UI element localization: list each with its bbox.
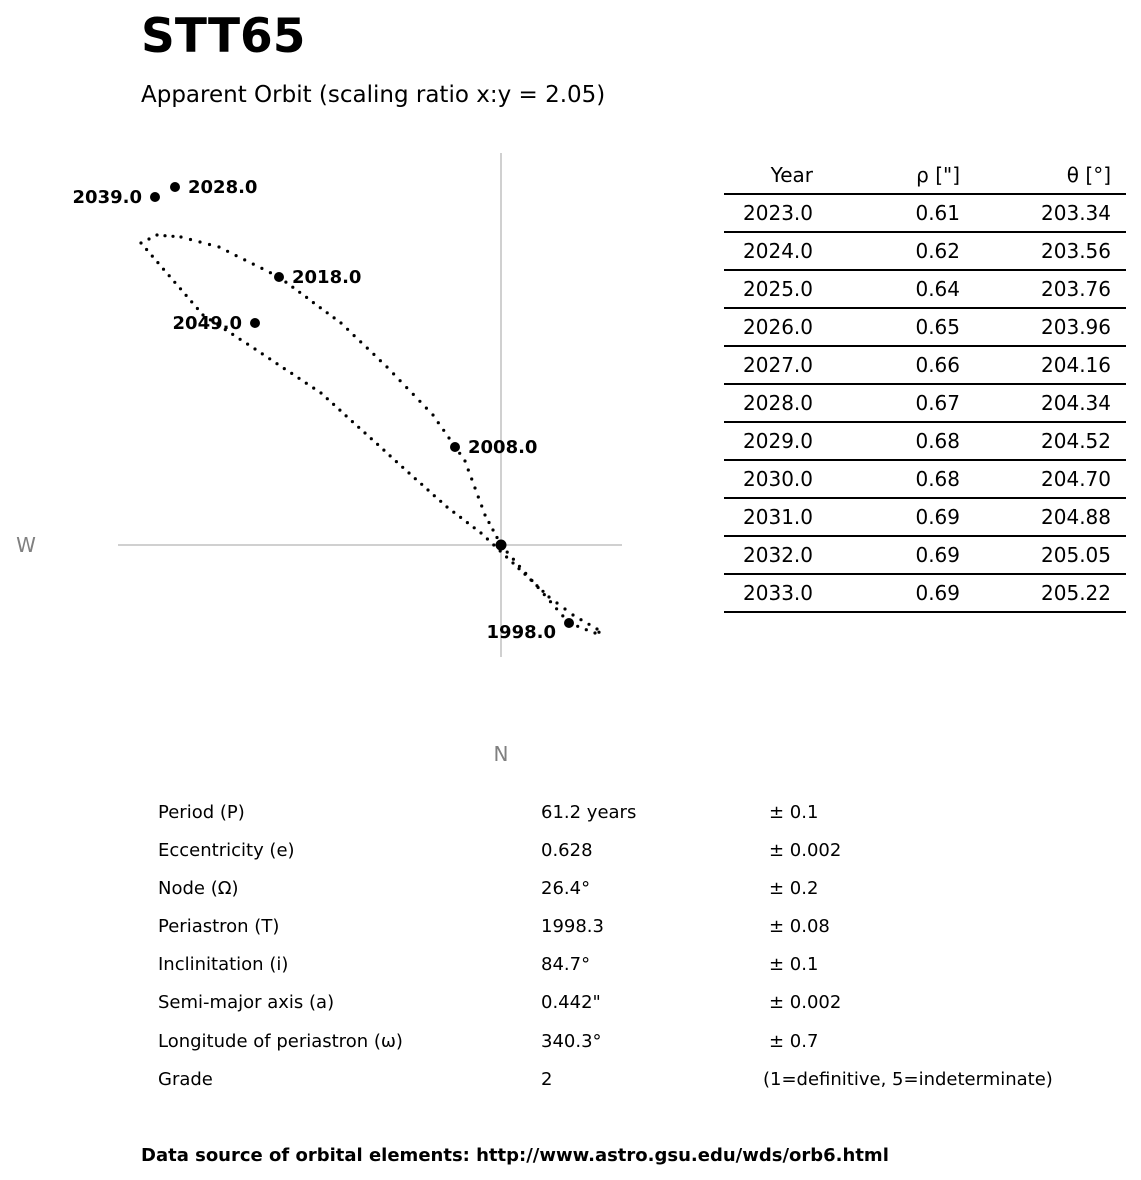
orbit-dot [452, 511, 455, 514]
element-name: Semi-major axis (a) [158, 992, 335, 1014]
orbit-dot [346, 328, 349, 331]
orbit-dot [595, 627, 598, 630]
cell-pad [1111, 270, 1126, 308]
ephemeris-row [724, 460, 1126, 498]
cell-pad [1111, 460, 1126, 498]
orbit-dot [483, 513, 486, 516]
cell-rho: 0.69 [813, 574, 960, 612]
orbit-dot [235, 254, 238, 257]
epoch-label-2049.0: 2049.0 [172, 313, 242, 334]
epoch-label-2018.0: 2018.0 [292, 267, 362, 288]
epoch-label-2008.0: 2008.0 [468, 437, 538, 458]
orbit-dot [473, 486, 476, 489]
orbit-dot [579, 618, 582, 621]
orbit-dot [561, 614, 564, 617]
epoch-marker-2049.0 [250, 318, 260, 328]
orbit-dot [261, 352, 264, 355]
orbit-dot [512, 558, 515, 561]
orbit-dot [426, 488, 429, 491]
cell-year: 2025.0 [724, 270, 813, 308]
orbit-dot [363, 431, 366, 434]
orbit-dot [597, 631, 600, 634]
cell-rho: 0.68 [813, 460, 960, 498]
orbit-dot [420, 483, 423, 486]
element-error: ± 0.002 [769, 840, 842, 862]
chart-subtitle: Apparent Orbit (scaling ratio x:y = 2.05) [141, 82, 606, 108]
orbit-dot [268, 357, 271, 360]
orbit-dot [491, 528, 494, 531]
orbit-dot [511, 561, 514, 564]
orbit-dot [555, 601, 558, 604]
element-error: ± 0.2 [769, 878, 819, 900]
element-name: Periastron (T) [158, 916, 280, 938]
col-pad [1111, 157, 1126, 194]
element-error: ± 0.7 [769, 1030, 819, 1052]
element-value: 0.442" [541, 992, 601, 1014]
orbit-dot [543, 593, 546, 596]
ephemeris-row [724, 422, 1126, 460]
orbit-dot [467, 468, 470, 471]
orbit-dot [399, 379, 402, 382]
epoch-marker-2028.0 [170, 182, 180, 192]
ephemeris-header-row [724, 157, 1126, 194]
ephemeris-row [724, 308, 1126, 346]
orbit-dot [185, 294, 188, 297]
orbit-dot [463, 459, 466, 462]
element-error: ± 0.1 [769, 802, 819, 823]
orbit-dot [401, 466, 404, 469]
epoch-marker-2008.0 [450, 442, 460, 452]
orbit-dot [319, 391, 322, 394]
orbit-dot [217, 245, 220, 248]
orbit-dot [480, 504, 483, 507]
primary-star-marker [496, 540, 507, 551]
orbit-dot [486, 537, 489, 540]
data-source-footer: Data source of orbital elements: http://www.astro.gsu.edu/wds/orb6.html [141, 1145, 889, 1166]
epoch-markers [73, 177, 574, 643]
element-value: 340.3° [541, 1030, 602, 1052]
cell-year: 2026.0 [724, 308, 813, 346]
orbit-dot [447, 436, 450, 439]
element-name: Eccentricity (e) [158, 840, 295, 862]
cell-theta: 203.76 [960, 270, 1111, 308]
col-rho-header: ρ ["] [813, 157, 960, 194]
cell-rho: 0.61 [813, 194, 960, 232]
orbit-dot [147, 237, 150, 240]
orbit-dot [505, 555, 508, 558]
orbit-dot [198, 240, 201, 243]
orbit-dot [479, 531, 482, 534]
orbit-dot [593, 631, 596, 634]
orbit-dot [243, 258, 246, 261]
orbit-dot [297, 377, 300, 380]
orbit-dot [298, 291, 301, 294]
element-name: Period (P) [158, 802, 245, 823]
cell-theta: 205.05 [960, 536, 1111, 574]
orbit-dot [173, 281, 176, 284]
element-value: 2 [541, 1068, 553, 1090]
element-value: 26.4° [541, 878, 591, 900]
cell-rho: 0.68 [813, 422, 960, 460]
element-error: ± 0.1 [769, 954, 819, 976]
orbit-dot [339, 321, 342, 324]
ephemeris-row [724, 498, 1126, 536]
orbit-dot [338, 409, 341, 412]
orbit-dot [179, 287, 182, 290]
epoch-label-1998.0: 1998.0 [486, 622, 556, 643]
cell-rho: 0.67 [813, 384, 960, 422]
orbit-dot [366, 347, 369, 350]
epoch-marker-2039.0 [150, 192, 160, 202]
cell-pad [1111, 308, 1126, 346]
west-axis-label: W [16, 533, 36, 557]
chart-title: STT65 [141, 9, 306, 64]
orbit-dot [524, 572, 527, 575]
orbit-dot [351, 420, 354, 423]
orbit-dot [585, 628, 588, 631]
orbit-dot [458, 452, 461, 455]
orbit-dot [359, 340, 362, 343]
cell-theta: 203.56 [960, 232, 1111, 270]
orbit-dot [239, 338, 242, 341]
ephemeris-row [724, 346, 1126, 384]
ephemeris-row [724, 384, 1126, 422]
cell-rho: 0.62 [813, 232, 960, 270]
cell-pad [1111, 232, 1126, 270]
cell-pad [1111, 574, 1126, 612]
orbit-dot [376, 443, 379, 446]
orbit-dot [379, 359, 382, 362]
col-year-header: Year [724, 157, 813, 194]
orbit-path [139, 233, 600, 634]
orbit-dot [473, 526, 476, 529]
cell-year: 2023.0 [724, 194, 813, 232]
orbit-dot [226, 250, 229, 253]
orbit-dot [305, 382, 308, 385]
orbit-dot [487, 521, 490, 524]
orbit-dot [431, 413, 434, 416]
orbit-dot [470, 477, 473, 480]
orbit-dot [260, 267, 263, 270]
orbit-dot [326, 311, 329, 314]
orbit-dot [319, 306, 322, 309]
orbit-dot [283, 367, 286, 370]
orbit-dot [171, 235, 174, 238]
orbit-dot [466, 521, 469, 524]
orbit-dot [418, 400, 421, 403]
cell-theta: 205.22 [960, 574, 1111, 612]
orbit-dot [290, 372, 293, 375]
orbit-dot [275, 362, 278, 365]
orbit-dot [139, 241, 142, 244]
cell-theta: 204.52 [960, 422, 1111, 460]
cell-year: 2030.0 [724, 460, 813, 498]
orbit-dot [395, 460, 398, 463]
cell-rho: 0.66 [813, 346, 960, 384]
orbit-dot [407, 471, 410, 474]
element-name: Node (Ω) [158, 878, 239, 900]
orbit-dot [252, 263, 255, 266]
orbit-dot [196, 307, 199, 310]
orbit-dot [357, 426, 360, 429]
epoch-marker-2018.0 [274, 272, 284, 282]
cell-theta: 203.34 [960, 194, 1111, 232]
north-axis-label: N [493, 742, 509, 766]
orbit-dot [179, 235, 182, 238]
orbit-dot [571, 613, 574, 616]
orbit-dot [382, 449, 385, 452]
ephemeris-row [724, 574, 1126, 612]
cell-pad [1111, 384, 1126, 422]
orbit-dot [437, 421, 440, 424]
orbit-dot [459, 516, 462, 519]
ephemeris-row [724, 232, 1126, 270]
orbit-dot [333, 316, 336, 319]
orbit-dot [370, 437, 373, 440]
orbit-dot [541, 590, 544, 593]
orbit-dot [312, 301, 315, 304]
epoch-label-2039.0: 2039.0 [72, 187, 142, 208]
orbit-dot [189, 238, 192, 241]
element-value: 0.628 [541, 840, 593, 862]
element-value: 84.7° [541, 954, 591, 976]
orbit-dot [555, 607, 558, 610]
cell-pad [1111, 346, 1126, 384]
orbit-dot [312, 387, 315, 390]
ephemeris-row [724, 194, 1126, 232]
orbit-dot [412, 393, 415, 396]
orbit-dot [530, 579, 533, 582]
ephemeris-row [724, 536, 1126, 574]
orbit-dot [549, 600, 552, 603]
epoch-marker-1998.0 [564, 618, 574, 628]
orbit-dot [345, 414, 348, 417]
orbit-dot [433, 494, 436, 497]
epoch-label-2028.0: 2028.0 [188, 177, 258, 198]
orbit-dot [389, 454, 392, 457]
orbit-dot [163, 234, 166, 237]
orbit-dot [495, 536, 498, 539]
orbit-dot [385, 365, 388, 368]
cell-rho: 0.69 [813, 536, 960, 574]
element-value: 1998.3 [541, 916, 604, 938]
orbit-dot [332, 403, 335, 406]
cell-year: 2027.0 [724, 346, 813, 384]
orbit-dot [284, 281, 287, 284]
cell-year: 2031.0 [724, 498, 813, 536]
ephemeris-body [724, 194, 1126, 612]
orbit-dot [492, 543, 495, 546]
orbit-dot [151, 255, 154, 258]
orbit-dot [162, 268, 165, 271]
cell-rho: 0.65 [813, 308, 960, 346]
orbit-dot [190, 300, 193, 303]
cell-year: 2028.0 [724, 384, 813, 422]
orbit-dot [506, 551, 509, 554]
cell-pad [1111, 422, 1126, 460]
orbit-dot [168, 274, 171, 277]
orbit-dot [445, 505, 448, 508]
orbit-dot [477, 495, 480, 498]
orbit-dot [155, 233, 158, 236]
cell-pad [1111, 536, 1126, 574]
ephemeris-row [724, 270, 1126, 308]
orbit-dot [269, 271, 272, 274]
orbit-dot [305, 296, 308, 299]
orbit-dot [253, 347, 256, 350]
orbit-dot [537, 586, 540, 589]
orbit-dot [425, 407, 428, 410]
orbit-dot [246, 343, 249, 346]
element-name: Grade [158, 1068, 213, 1090]
cell-theta: 203.96 [960, 308, 1111, 346]
orbit-dot [547, 595, 550, 598]
ephemeris-table [724, 157, 1126, 613]
cell-rho: 0.69 [813, 498, 960, 536]
orbit-dot [372, 353, 375, 356]
orbit-dot [156, 261, 159, 264]
orbit-dot [392, 372, 395, 375]
element-error: ± 0.08 [769, 916, 830, 938]
cell-theta: 204.88 [960, 498, 1111, 536]
cell-year: 2032.0 [724, 536, 813, 574]
orbit-dot [563, 607, 566, 610]
cell-theta: 204.34 [960, 384, 1111, 422]
cell-year: 2033.0 [724, 574, 813, 612]
col-theta-header: θ [°] [960, 157, 1111, 194]
cell-rho: 0.64 [813, 270, 960, 308]
cell-year: 2024.0 [724, 232, 813, 270]
cell-pad [1111, 498, 1126, 536]
orbit-dot [414, 477, 417, 480]
orbit-dot [353, 334, 356, 337]
cell-year: 2029.0 [724, 422, 813, 460]
element-error: ± 0.002 [769, 992, 842, 1014]
element-name: Inclinitation (i) [158, 954, 289, 976]
orbit-dot [326, 397, 329, 400]
cell-theta: 204.16 [960, 346, 1111, 384]
orbit-dot [442, 429, 445, 432]
orbit-dot [587, 623, 590, 626]
element-value: 61.2 years [541, 802, 637, 823]
orbit-dot [439, 500, 442, 503]
orbit-dot [405, 386, 408, 389]
orbit-dot [576, 625, 579, 628]
orbit-dot [145, 248, 148, 251]
orbit-dot [208, 243, 211, 246]
element-error: (1=definitive, 5=indeterminate) [763, 1068, 1053, 1090]
cell-theta: 204.70 [960, 460, 1111, 498]
element-name: Longitude of periastron (ω) [158, 1030, 403, 1052]
orbit-dot [518, 565, 521, 568]
cell-pad [1111, 194, 1126, 232]
